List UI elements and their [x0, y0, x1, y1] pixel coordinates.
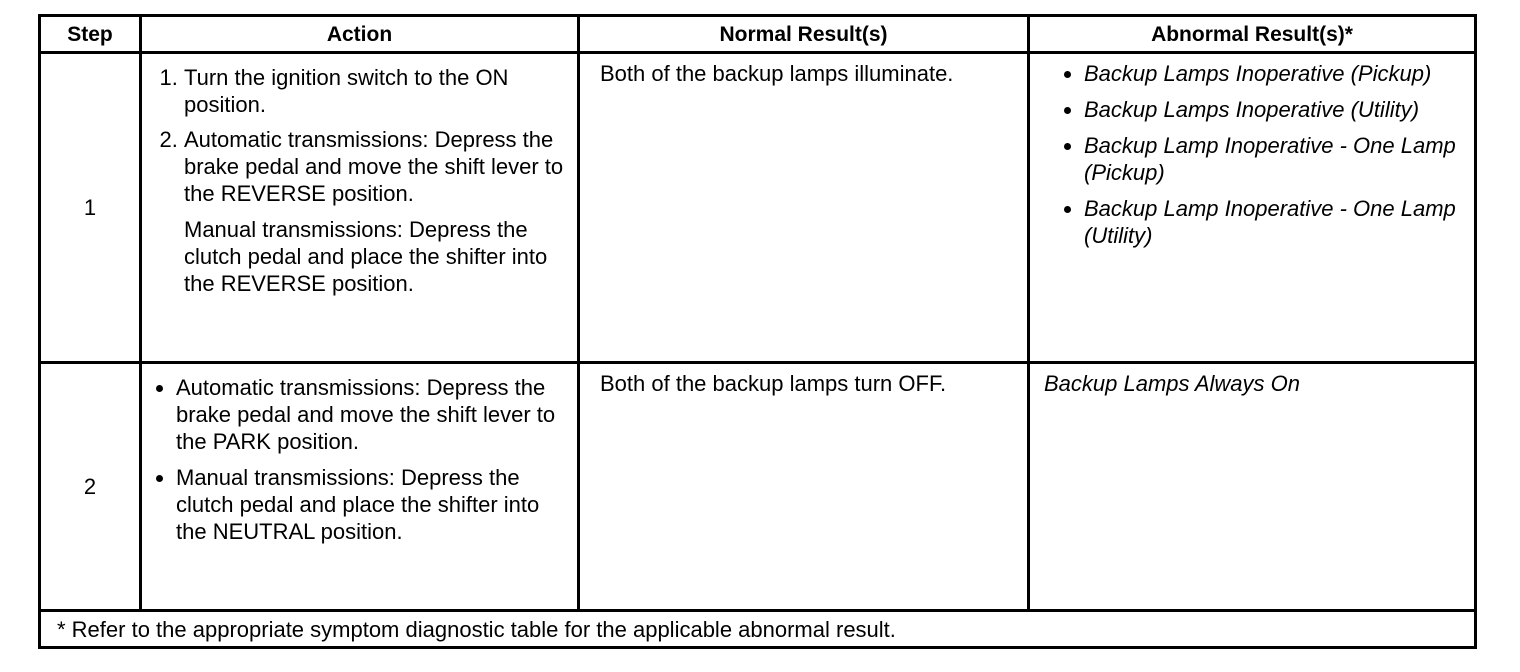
abnormal-result-cell: [1029, 363, 1476, 611]
footnote: * Refer to the appropriate symptom diagnostic table for the applicable abnormal result.: [40, 611, 1476, 648]
abnormal-result-link[interactable]: • Backup Lamps Inoperative (Utility): [1084, 96, 1466, 123]
action-step-text: Automatic transmissions: Depress the brake pedal and move the shift lever to the REVERSE position.: [184, 127, 564, 206]
action-steps-list: [150, 64, 569, 297]
action-step-subnote: Manual transmissions: Depress the clutch pedal and place the shifter into the REVERSE position.: [184, 217, 548, 296]
abnormal-result-link[interactable]: • Backup Lamps Inoperative (Pickup): [1084, 60, 1466, 87]
header-normal-results: Normal Result(s): [579, 16, 1029, 53]
diagnostic-table-document: [38, 14, 1477, 649]
action-cell: [141, 53, 579, 363]
step-number: 1: [40, 53, 141, 363]
header-step: Step: [40, 16, 141, 53]
step-number: 2: [40, 363, 141, 611]
action-cell: [141, 363, 579, 611]
action-bullet: • Automatic transmissions: Depress the brake pedal and move the shift lever to the PARK position.: [176, 374, 569, 455]
action-bullets-list: [150, 374, 569, 545]
normal-result-cell: Both of the backup lamps illuminate.: [579, 53, 1029, 363]
abnormal-result-link[interactable]: Backup Lamps Always On: [1044, 371, 1300, 396]
header-abnormal-results: Abnormal Result(s)*: [1029, 16, 1476, 53]
table-row: [40, 53, 1476, 363]
abnormal-result-link[interactable]: • Backup Lamp Inoperative - One Lamp (Pickup): [1084, 132, 1466, 186]
header-row: [40, 16, 1476, 53]
table-row: [40, 363, 1476, 611]
action-bullet: • Manual transmissions: Depress the clutch pedal and place the shifter into the NEUTRAL position.: [176, 464, 569, 545]
header-action: Action: [141, 16, 579, 53]
diagnostic-table: [38, 14, 1477, 649]
action-step: 1. Turn the ignition switch to the ON position.: [184, 64, 569, 118]
footnote-row: [40, 611, 1476, 648]
abnormal-results-list: [1044, 60, 1466, 249]
normal-result-cell: Both of the backup lamps turn OFF.: [579, 363, 1029, 611]
abnormal-result-link[interactable]: • Backup Lamp Inoperative - One Lamp (Utility): [1084, 195, 1466, 249]
action-step: [184, 126, 569, 297]
abnormal-result-cell: [1029, 53, 1476, 363]
